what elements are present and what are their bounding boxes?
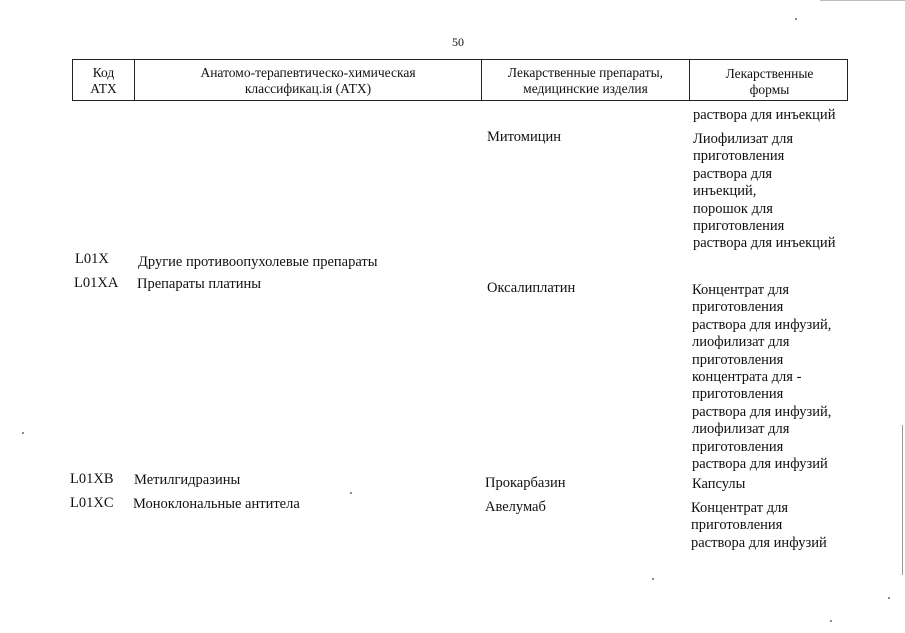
drug-cell: Прокарбазин — [485, 475, 566, 491]
drug-cell: Митомицин — [487, 129, 561, 145]
header-forms: Лекарственные формы — [725, 66, 814, 97]
classification-cell: Другие противоопухолевые препараты — [138, 254, 378, 270]
code-cell: L01XA — [74, 275, 119, 291]
code-cell: L01XB — [70, 471, 114, 487]
header-drugs: Лекарственные препараты, медицинские изделия — [482, 60, 690, 100]
table-header — [72, 59, 848, 101]
forms-cell: Лиофилизат для приготовления раствора для инъекций, порошок для приготовления раствора для инъекций — [693, 131, 836, 252]
classification-cell: Препараты платины — [137, 276, 262, 292]
code-cell: L01XC — [70, 495, 114, 511]
scan-edge-line — [820, 0, 905, 1]
forms-cell: раствора для инъекций — [693, 107, 836, 123]
scan-speck — [830, 620, 832, 622]
drug-cell: Оксалиплатин — [487, 280, 576, 296]
forms-cell: Концентрат для приготовления раствора для инфузий, лиофилизат для приготовления концентрата для - приготовления раствора для инфузий, лиофилизат для приготовления раствора для инфузий — [692, 282, 832, 473]
scan-speck — [22, 432, 24, 434]
scan-speck — [652, 578, 654, 580]
scan-edge-line — [902, 425, 903, 575]
scan-speck — [350, 492, 352, 494]
header-code: Код АТХ — [73, 60, 135, 100]
forms-cell: Капсулы — [692, 476, 746, 492]
forms-cell: Концентрат для приготовления раствора для инфузий — [691, 500, 827, 551]
classification-cell: Метилгидразины — [134, 472, 241, 488]
classification-cell: Моноклональные антитела — [133, 496, 300, 512]
scan-speck — [888, 597, 890, 599]
header-classification: Анатомо-терапевтическо-химическая классификац.ія (АТХ) — [135, 60, 482, 100]
drug-cell: Авелумаб — [485, 499, 546, 515]
scan-speck — [795, 18, 797, 20]
code-cell: L01X — [75, 251, 109, 267]
page-number: 50 — [452, 35, 464, 49]
